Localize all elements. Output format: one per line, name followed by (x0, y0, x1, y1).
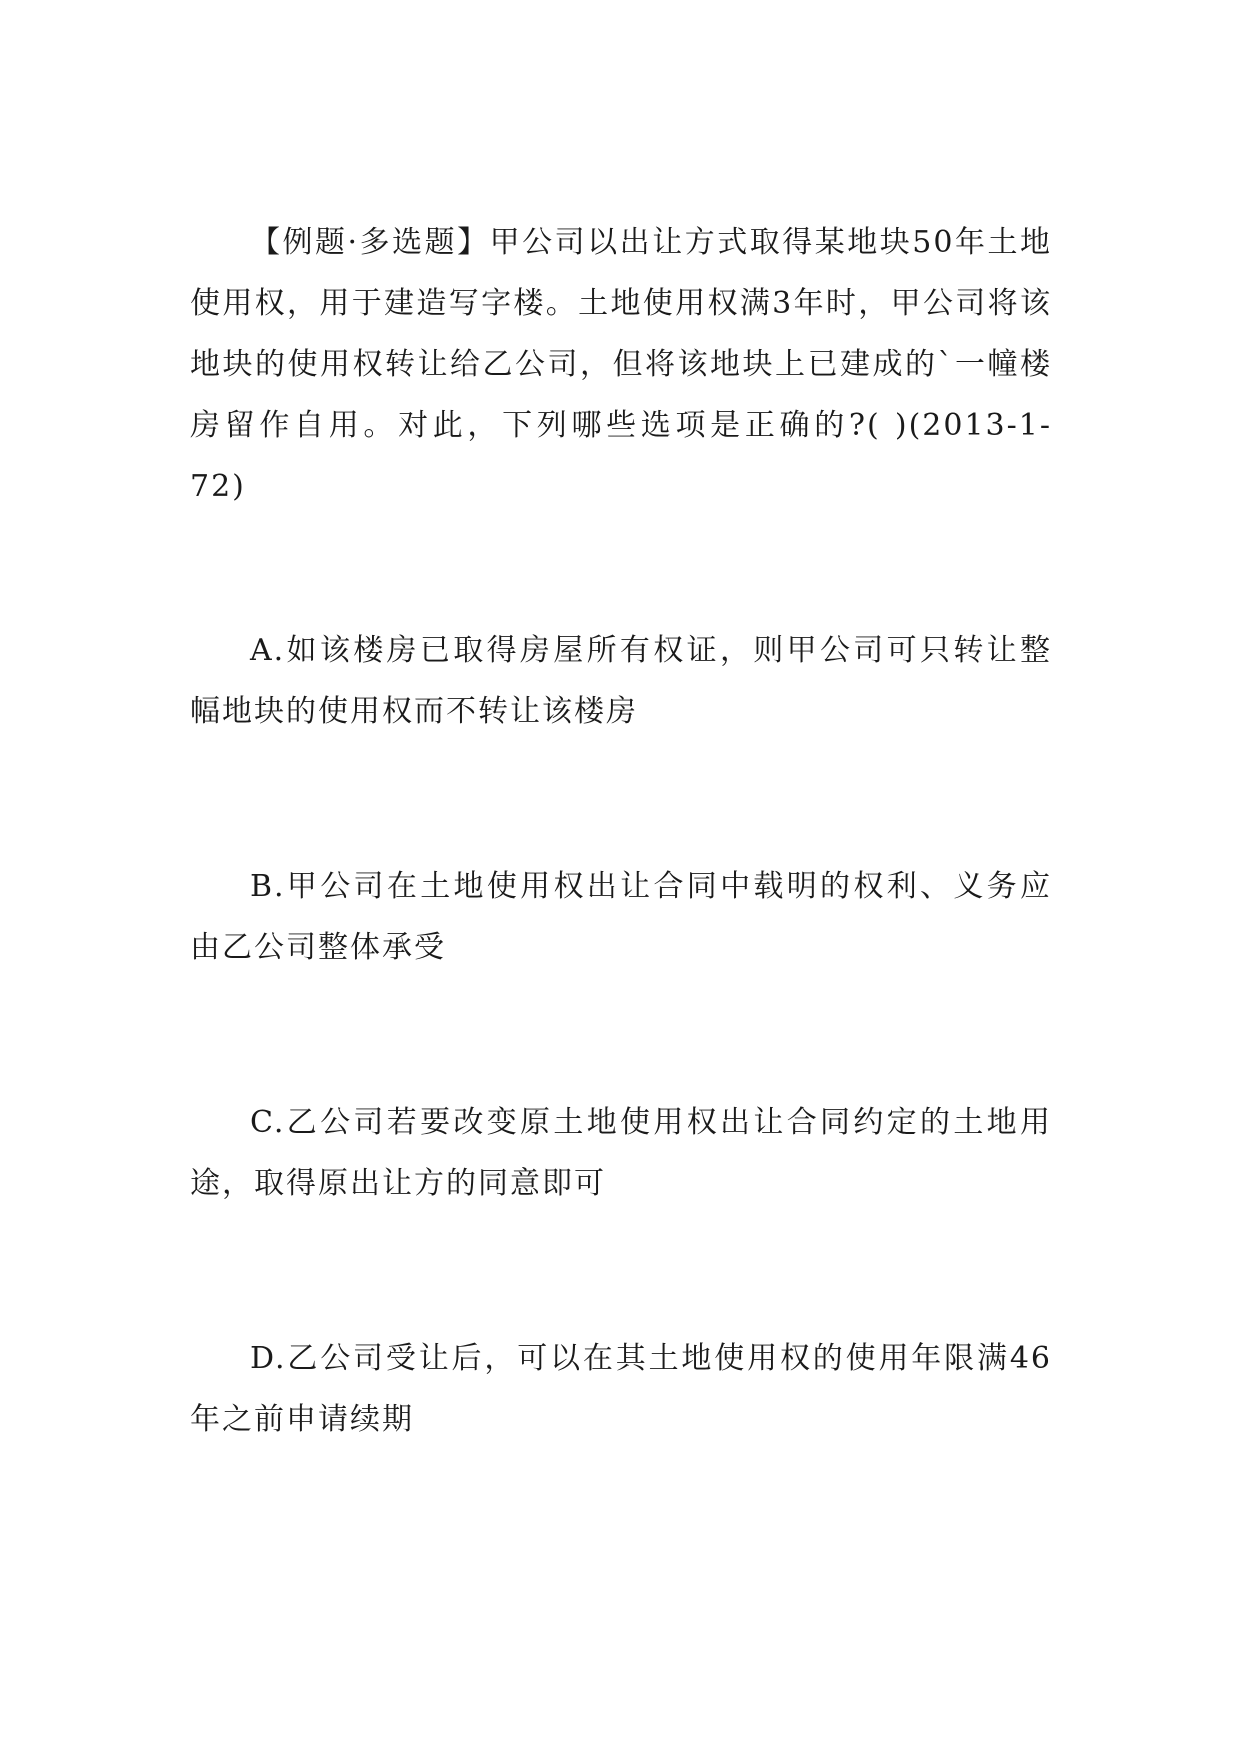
option-d: D.乙公司受让后，可以在其土地使用权的使用年限满46年之前申请续期 (190, 1341, 1052, 1437)
option-b: B.甲公司在土地使用权出让合同中载明的权利、义务应由乙公司整体承受 (190, 869, 1052, 965)
option-a: A.如该楼房已取得房屋所有权证，则甲公司可只转让整幅地块的使用权而不转让该楼房 (190, 633, 1052, 729)
question-stem: 【例题·多选题】甲公司以出让方式取得某地块50年土地使用权，用于建造写字楼。土地使用权满3年时，甲公司将该地块的使用权转让给乙公司，但将该地块上已建成的`一幢楼房留作自用。对此，下列哪些选项是正确的?( )(2013-1-72) (190, 225, 1052, 504)
option-c: C.乙公司若要改变原土地使用权出让合同约定的土地用途，取得原出让方的同意即可 (190, 1105, 1052, 1201)
